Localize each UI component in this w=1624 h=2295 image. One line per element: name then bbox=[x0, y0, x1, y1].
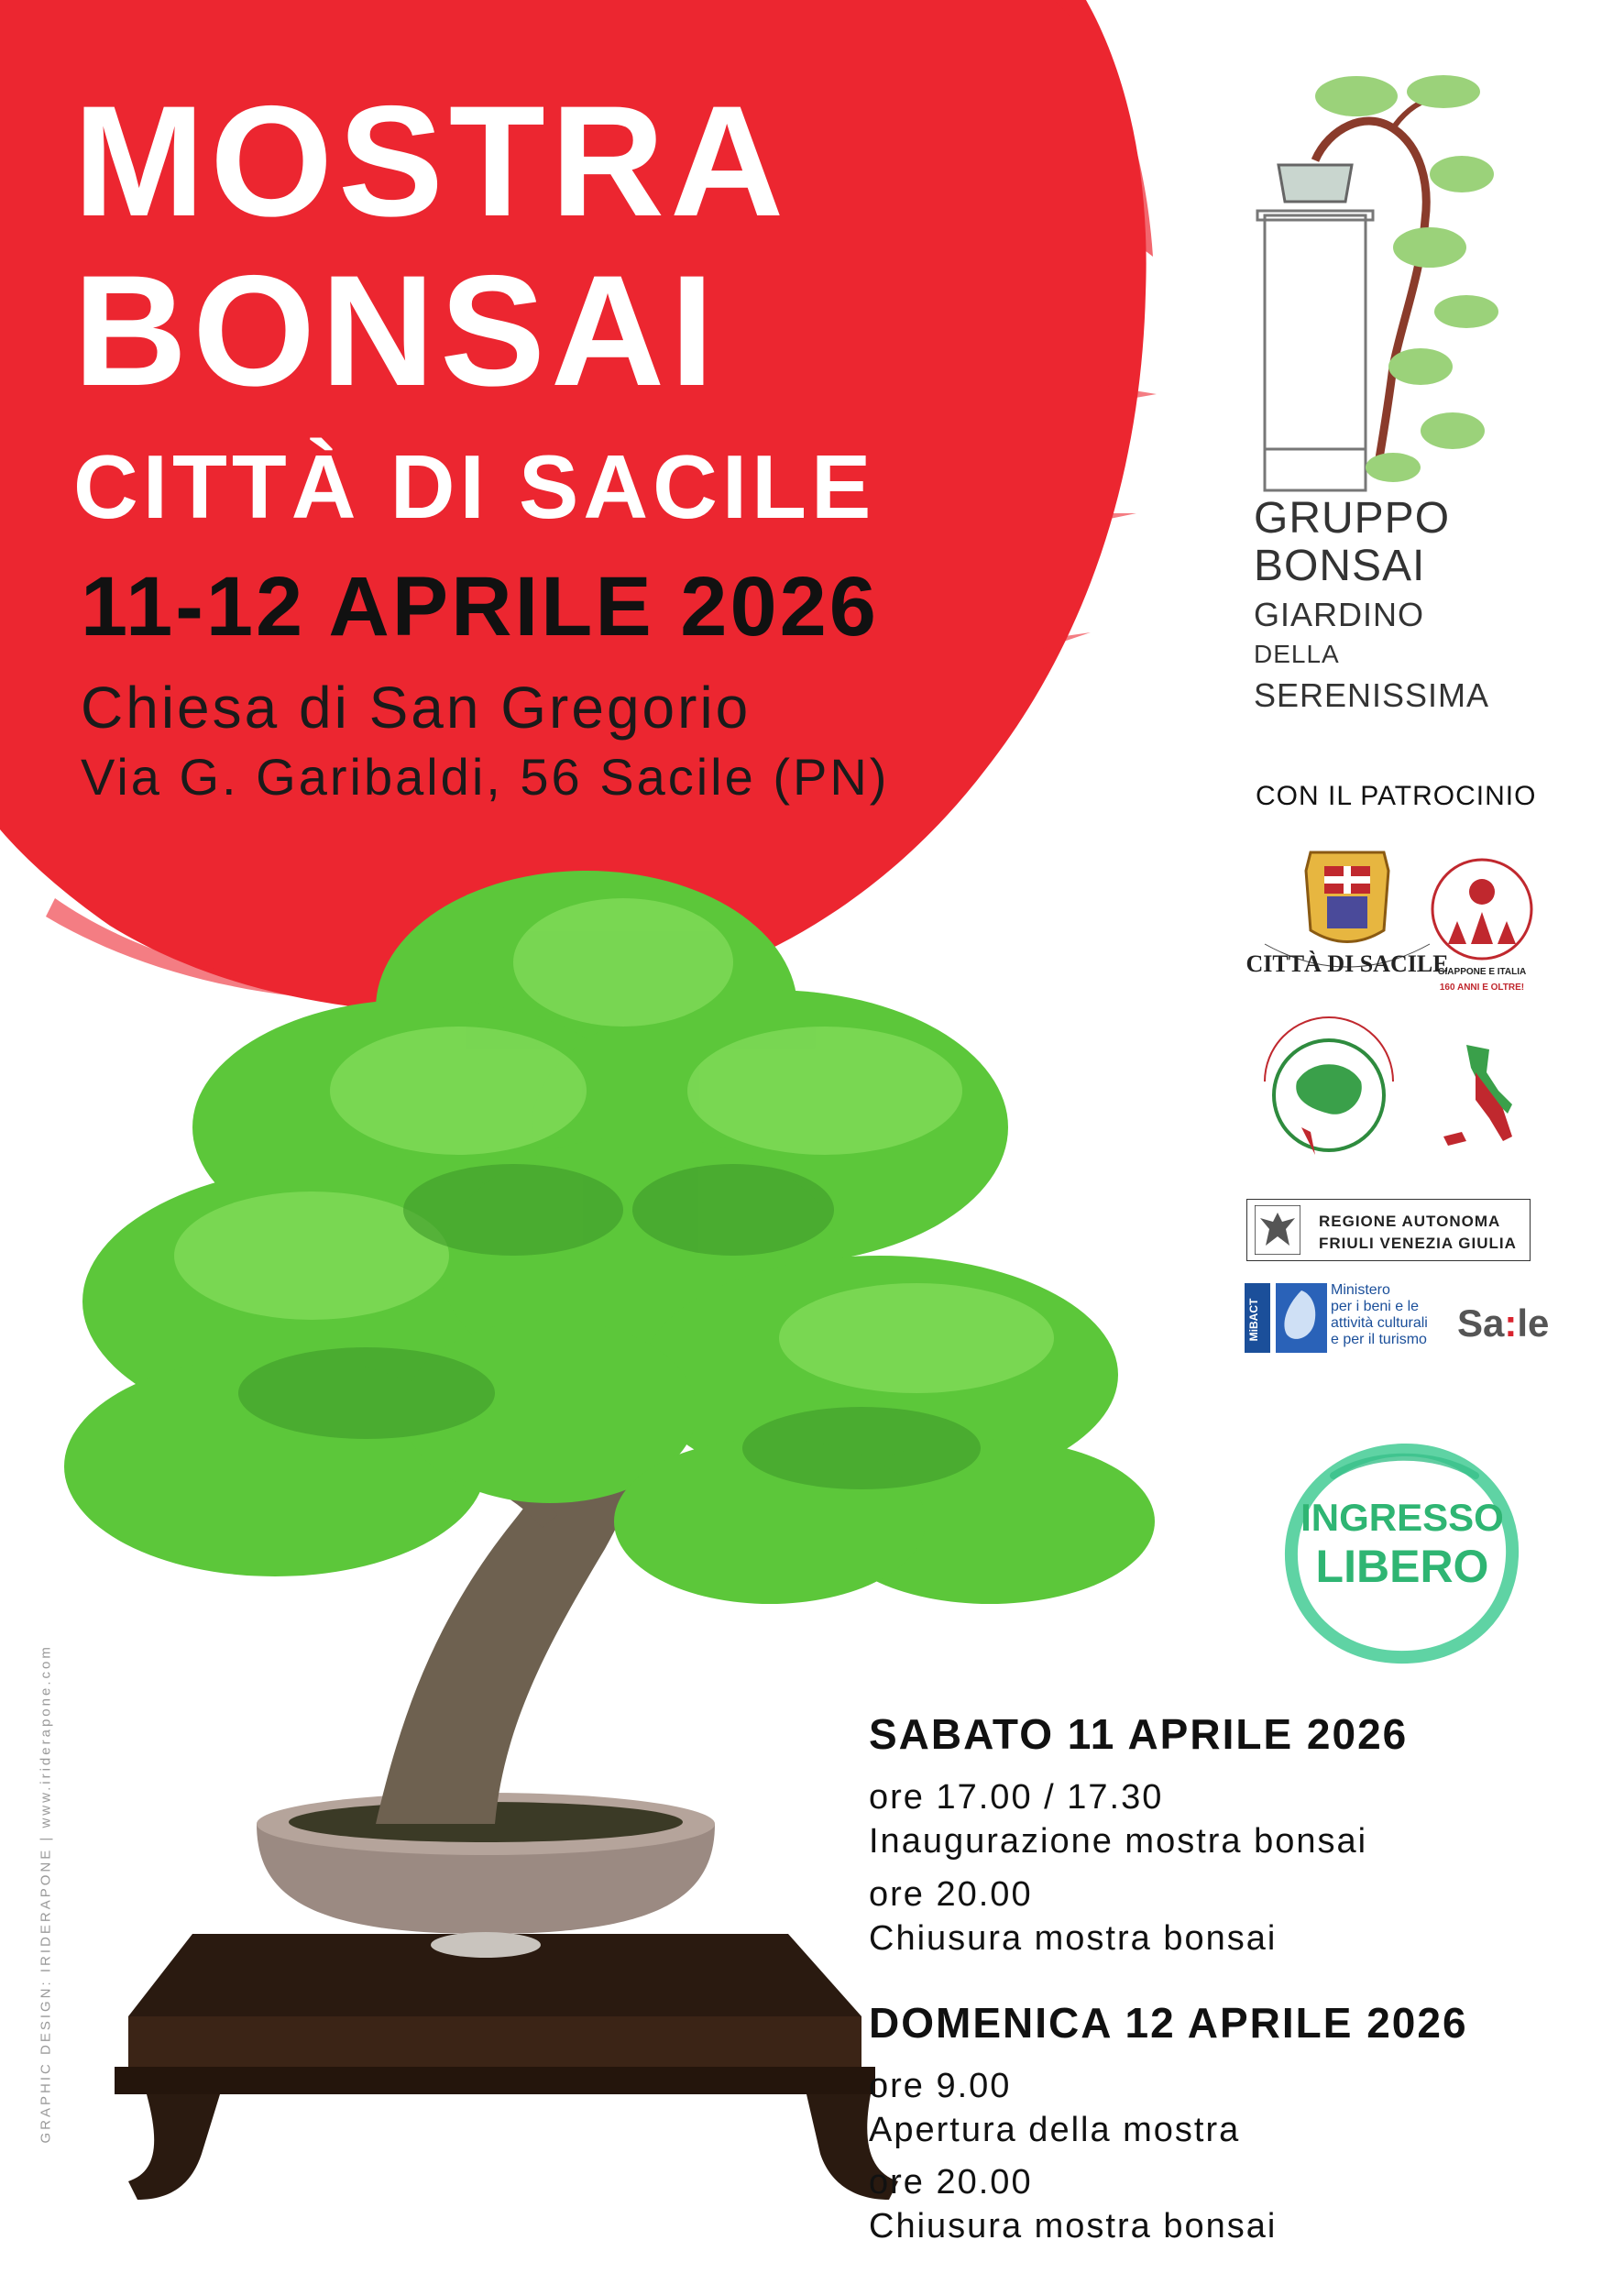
schedule-day2-line-2: Apertura della mostra bbox=[869, 2111, 1241, 2149]
graphic-design-credit: GRAPHIC DESIGN: IRIDERAPONE | www.iriderapone.com bbox=[38, 1644, 54, 2144]
schedule-day1-line-2: Inaugurazione mostra bonsai bbox=[869, 1822, 1368, 1861]
schedule-day1-line-3: ore 20.00 bbox=[869, 1875, 1033, 1914]
ministero-line-2: per i beni e le bbox=[1331, 1299, 1420, 1314]
organizer-line-4: DELLA bbox=[1254, 640, 1340, 668]
regione-fvg-logo bbox=[1246, 1199, 1531, 1261]
organizer-line-2: BONSAI bbox=[1254, 542, 1426, 590]
event-dates: 11-12 APRILE 2026 bbox=[81, 560, 879, 653]
sacile-brand-logo bbox=[1457, 1301, 1549, 1345]
organizer-line-5: SERENISSIMA bbox=[1254, 676, 1490, 714]
patronage-heading: CON IL PATROCINIO bbox=[1256, 781, 1537, 811]
ministero-line-1: Ministero bbox=[1331, 1282, 1390, 1298]
title-bonsai: BONSAI bbox=[73, 243, 719, 419]
schedule-day1-line-1: ore 17.00 / 17.30 bbox=[869, 1778, 1164, 1817]
sacile-brand-dot: : bbox=[1504, 1301, 1518, 1345]
schedule-day1-heading: SABATO 11 APRILE 2026 bbox=[869, 1710, 1409, 1758]
italy-japan-map-icon bbox=[1439, 1036, 1540, 1155]
organizer-line-1: GRUPPO bbox=[1254, 494, 1451, 543]
ingresso-line-1: INGRESSO bbox=[1300, 1496, 1504, 1539]
schedule-day2-line-1: ore 9.00 bbox=[869, 2067, 1012, 2105]
title-citta-di-sacile: CITTÀ DI SACILE bbox=[73, 436, 876, 537]
ministero-line-3: attività culturali bbox=[1331, 1315, 1428, 1331]
svg-text:GIAPPONE E ITALIA: GIAPPONE E ITALIA bbox=[1437, 967, 1527, 977]
ministero-statue-icon bbox=[1274, 1283, 1329, 1353]
event-venue: Chiesa di San Gregorio bbox=[81, 675, 752, 741]
regione-line-1: REGIONE AUTONOMA bbox=[1319, 1213, 1501, 1230]
svg-text:160 ANNI E OLTRE!: 160 ANNI E OLTRE! bbox=[1439, 983, 1525, 993]
sacile-brand-part-c: le bbox=[1517, 1301, 1550, 1345]
sacile-brand-part-a: Sa bbox=[1457, 1301, 1505, 1345]
coordinamento-bonsai-triveneto-logo bbox=[1246, 1017, 1411, 1173]
schedule-day2-line-4: Chiusura mostra bonsai bbox=[869, 2207, 1278, 2246]
svg-text:MiBACT: MiBACT bbox=[1247, 1298, 1260, 1342]
ministero-line-4: e per il turismo bbox=[1331, 1332, 1427, 1347]
schedule-day2-line-3: ore 20.00 bbox=[869, 2163, 1033, 2202]
gruppo-bonsai-logo bbox=[1246, 64, 1512, 495]
ingresso-line-2: LIBERO bbox=[1315, 1541, 1489, 1592]
regione-line-2: FRIULI VENEZIA GIULIA bbox=[1319, 1235, 1517, 1252]
event-address: Via G. Garibaldi, 56 Sacile (PN) bbox=[81, 748, 890, 806]
citta-di-sacile-crest-logo bbox=[1245, 843, 1449, 981]
organizer-line-3: GIARDINO bbox=[1254, 596, 1425, 633]
svg-text:CITTÀ DI SACILE: CITTÀ DI SACILE bbox=[1245, 950, 1449, 977]
consolato-giappone-logo bbox=[1430, 857, 1535, 1013]
schedule-day2-heading: DOMENICA 12 APRILE 2026 bbox=[869, 1999, 1468, 2047]
title-mostra: MOSTRA bbox=[73, 73, 790, 249]
eagle-icon bbox=[1255, 1205, 1300, 1255]
schedule-day1-line-4: Chiusura mostra bonsai bbox=[869, 1919, 1278, 1958]
